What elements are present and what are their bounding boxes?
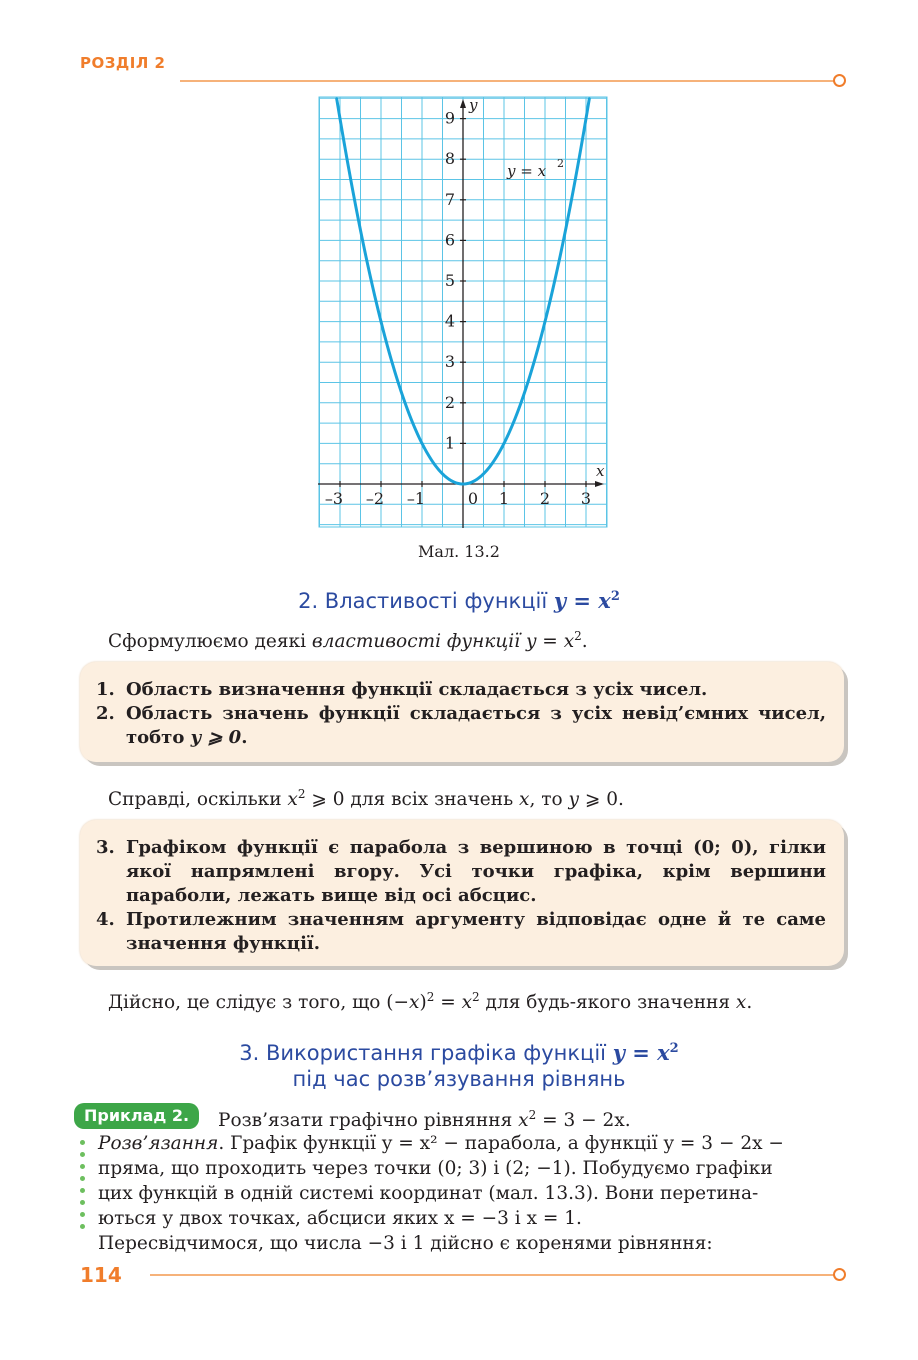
- section-3-heading: [0, 1036, 918, 1092]
- x-axis-label: x: [596, 462, 605, 480]
- properties-box-1: [80, 662, 844, 762]
- x-tick-label: 3: [580, 489, 592, 508]
- section-2-heading-text: 2. Властивості функції: [298, 589, 554, 613]
- text-run: .: [746, 992, 753, 1014]
- y-tick-label: 4: [444, 311, 455, 331]
- solution-line-5: Пересвідчимося, що числа −3 і 1 дійсно є коренями рівняння:: [98, 1233, 713, 1254]
- property-text-body: Область значень функції складається з усіх невід’ємних чисел, тобто: [126, 703, 826, 748]
- y-tick-label: 1: [444, 433, 455, 453]
- math-exp: 2: [426, 990, 435, 1004]
- example-badge: Приклад 2.: [74, 1103, 199, 1129]
- paragraph-check: [108, 782, 624, 812]
- section-2-heading: [0, 588, 918, 613]
- task-exp: 2: [528, 1108, 537, 1122]
- figure-caption: Мал. 13.2: [418, 542, 500, 561]
- property-number: 3.: [96, 837, 115, 858]
- heading-exp: 2: [669, 1041, 679, 1056]
- math-exp: 2: [472, 990, 480, 1004]
- text-run: Справді, оскільки: [108, 789, 288, 811]
- curve-label: y = x: [507, 162, 547, 180]
- property-number: 1.: [96, 679, 115, 700]
- header-rule: [180, 80, 834, 82]
- x-tick-label: 2: [539, 489, 551, 508]
- property-text: Область визначення функції складається з усіх чисел.: [126, 679, 708, 700]
- x-tick-label: –2: [365, 489, 385, 508]
- example-task: [218, 1103, 631, 1133]
- parabola-plot: [318, 96, 608, 528]
- intro-pre: Сформулюємо деякі: [108, 631, 312, 653]
- intro-italic: властивості функції: [311, 631, 521, 653]
- intro-exp: 2: [574, 629, 582, 643]
- solution-line-2: пряма, що проходить через точки (0; 3) і (2; −1). Побудуємо графіки: [98, 1158, 773, 1179]
- section-label: РОЗДІЛ 2: [80, 54, 166, 72]
- property-math: y ⩾ 0: [190, 727, 242, 748]
- math-x: x: [735, 992, 747, 1014]
- section-2-heading-fn: y = x: [553, 588, 611, 613]
- math-exp: 2: [297, 787, 306, 801]
- heading-text: 3. Використання графіка функції: [239, 1041, 613, 1065]
- x-tick-label: 0: [467, 489, 479, 508]
- task-text: Розв’язати графічно рівняння: [218, 1110, 519, 1132]
- y-tick-label: 9: [444, 108, 455, 128]
- x-tick-label: –3: [324, 489, 344, 508]
- intro-post: .: [581, 631, 588, 653]
- task-tail: = 3 − 2x.: [536, 1110, 631, 1132]
- y-tick-label: 2: [444, 392, 455, 412]
- property-text: Графіком функції є парабола з вершиною в точці (0; 0), гілки якої напрямлені вгору. Усі точки графіка, крім вершини параболи, лежать вище від осі абсцис.: [126, 837, 826, 906]
- curve-label-exp: 2: [557, 157, 564, 170]
- section-3-heading-line2: під час розв’язування рівнянь: [292, 1067, 626, 1091]
- text-run: ): [419, 992, 427, 1014]
- property-text: Протилежним значенням аргументу відповідає одне й те саме значення функції.: [126, 909, 826, 954]
- text-run: , то: [529, 789, 569, 811]
- property-number: 4.: [96, 909, 115, 930]
- solution-line-4: ються у двох точках, абсциси яких x = −3 і x = 1.: [98, 1208, 582, 1229]
- solution-line-3: цих функцій в одній системі координат (мал. 13.3). Вони перетина-: [98, 1183, 759, 1204]
- footer-rule: [150, 1274, 834, 1276]
- text-run: ⩾ 0 для всіх значень: [305, 789, 520, 811]
- intro-fn: y = x: [520, 631, 575, 653]
- y-tick-label: 5: [444, 271, 455, 290]
- solution-dots: [80, 1140, 86, 1236]
- y-tick-label: 7: [444, 189, 455, 209]
- math-x: x: [409, 992, 420, 1014]
- heading-fn: y = x: [612, 1040, 670, 1065]
- math-y: y: [568, 789, 579, 811]
- y-tick-label: 6: [444, 230, 455, 250]
- property-item-2: [96, 702, 826, 750]
- text-run: =: [434, 992, 462, 1014]
- math-x: x: [287, 789, 298, 811]
- property-item-1: [96, 678, 826, 702]
- x-tick-label: –1: [406, 489, 426, 508]
- property-item-3: [96, 836, 826, 908]
- math-x: x: [461, 992, 473, 1014]
- properties-box-2: [80, 820, 844, 966]
- page-number: 114: [80, 1263, 122, 1287]
- section-2-intro: [108, 624, 588, 654]
- task-math: x: [518, 1110, 529, 1132]
- y-tick-label: 3: [444, 352, 455, 372]
- y-tick-label: 8: [444, 149, 455, 169]
- solution-line-text: . Графік функції y = x² − парабола, а функції y = 3 − 2x −: [218, 1133, 784, 1154]
- text-run: Дійсно, це слідує з того, що (−: [108, 992, 410, 1014]
- x-tick-label: 1: [498, 489, 510, 508]
- text-run: ⩾ 0.: [578, 789, 624, 811]
- property-text-post: .: [241, 727, 248, 748]
- property-text-2: [126, 702, 826, 750]
- property-number: 2.: [96, 703, 115, 724]
- y-axis-label: y: [469, 96, 478, 114]
- property-item-4: [96, 908, 826, 956]
- header-rule-end-circle: [833, 74, 846, 87]
- paragraph-indeed: [108, 985, 752, 1015]
- section-2-heading-exp: 2: [610, 589, 620, 604]
- parabola-figure: [318, 96, 608, 532]
- math-x: x: [519, 789, 530, 811]
- solution-line-1: [98, 1131, 844, 1156]
- solution-text: [98, 1131, 844, 1256]
- footer-rule-end-circle: [833, 1268, 846, 1281]
- text-run: для будь-якого значення: [479, 992, 736, 1014]
- solution-label: Розв’язання: [98, 1133, 219, 1154]
- section-3-heading-line1: [0, 1036, 918, 1066]
